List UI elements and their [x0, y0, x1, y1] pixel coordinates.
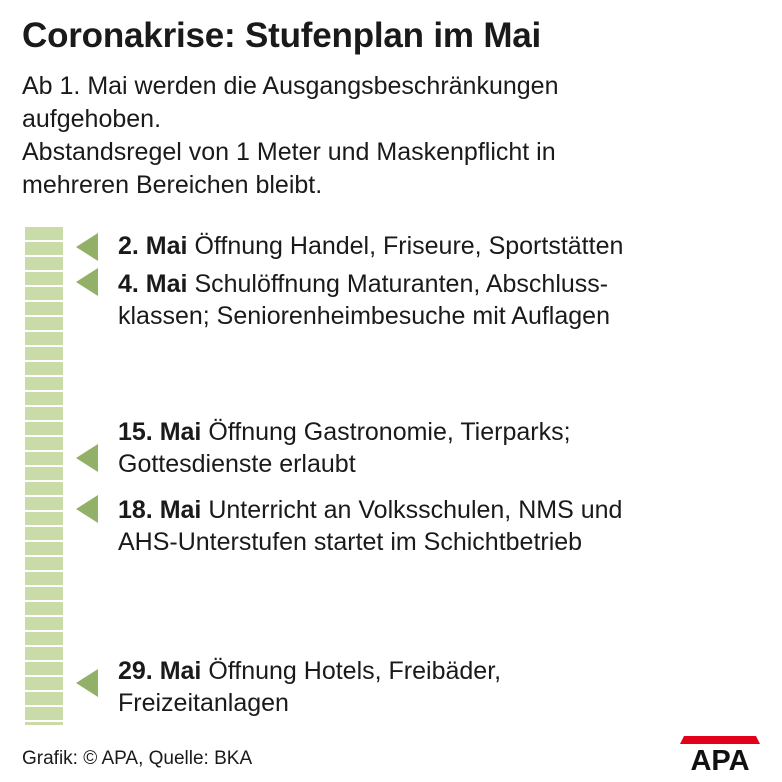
event-text: Schulöffnung Maturanten, Abschluss-: [194, 270, 609, 298]
event-15-mai: [118, 416, 778, 480]
timeline-segment: [25, 722, 63, 725]
subtitle: [22, 70, 762, 202]
source-credit: Grafik: © APA, Quelle: BKA: [22, 748, 253, 769]
timeline-segment: [25, 422, 63, 435]
event-text-line-2: Gottesdienste erlaubt: [118, 450, 356, 478]
timeline-segment: [25, 257, 63, 270]
event-date: 29. Mai: [118, 657, 202, 685]
timeline-segment: [25, 692, 63, 705]
timeline-segment: [25, 542, 63, 555]
timeline-segment: [25, 332, 63, 345]
apa-logo: [678, 734, 762, 772]
timeline-segment: [25, 302, 63, 315]
timeline-segment: [25, 227, 63, 240]
event-text-line-2: Freizeitanlagen: [118, 689, 289, 717]
timeline-segment: [25, 557, 63, 570]
event-text: Öffnung Hotels, Freibäder,: [208, 657, 502, 685]
timeline-segment: [25, 512, 63, 525]
timeline-segment: [25, 242, 63, 255]
event-date: 2. Mai: [118, 232, 188, 260]
timeline-segment: [25, 527, 63, 540]
page-title: Coronakrise: Stufenplan im Mai: [22, 16, 542, 55]
timeline-segment: [25, 602, 63, 615]
subtitle-line-1: Ab 1. Mai werden die Ausgangsbeschränkungen aufgehoben.: [22, 72, 559, 133]
event-18-mai: [118, 494, 778, 558]
timeline-segment: [25, 407, 63, 420]
timeline-segment: [25, 377, 63, 390]
timeline-segment: [25, 617, 63, 630]
timeline-marker-2-mai: [76, 233, 98, 261]
timeline-segment: [25, 572, 63, 585]
logo-text: APA: [690, 745, 750, 772]
timeline-marker-18-mai: [76, 495, 98, 523]
timeline-segment: [25, 437, 63, 450]
event-29-mai: [118, 655, 778, 719]
timeline-segment: [25, 647, 63, 660]
timeline-bar: [25, 227, 63, 725]
timeline-segment: [25, 677, 63, 690]
event-2-mai: [118, 230, 778, 262]
timeline-segment: [25, 632, 63, 645]
event-date: 4. Mai: [118, 270, 188, 298]
timeline-segment: [25, 392, 63, 405]
timeline-marker-29-mai: [76, 669, 98, 697]
event-text-line-2: klassen; Seniorenheimbesuche mit Auflagen: [118, 302, 610, 330]
event-text: Öffnung Handel, Friseure, Sportstätten: [194, 232, 624, 260]
timeline-segment: [25, 482, 63, 495]
timeline-segment: [25, 707, 63, 720]
timeline-segment: [25, 287, 63, 300]
timeline-marker-15-mai: [76, 444, 98, 472]
timeline-marker-4-mai: [76, 268, 98, 296]
timeline-segment: [25, 272, 63, 285]
timeline-segment: [25, 317, 63, 330]
event-date: 18. Mai: [118, 496, 202, 524]
timeline-segment: [25, 662, 63, 675]
timeline-segment: [25, 467, 63, 480]
event-text-line-2: AHS-Unterstufen startet im Schichtbetrieb: [118, 528, 583, 556]
timeline-segment: [25, 497, 63, 510]
event-date: 15. Mai: [118, 418, 202, 446]
event-4-mai: [118, 268, 778, 332]
event-text: Öffnung Gastronomie, Tierparks;: [208, 418, 571, 446]
timeline-segment: [25, 362, 63, 375]
timeline-segment: [25, 452, 63, 465]
subtitle-line-2: Abstandsregel von 1 Meter und Maskenpflicht in mehreren Bereichen bleibt.: [22, 138, 556, 199]
timeline-segment: [25, 347, 63, 360]
timeline-segment: [25, 587, 63, 600]
event-text: Unterricht an Volksschulen, NMS und: [208, 496, 623, 524]
